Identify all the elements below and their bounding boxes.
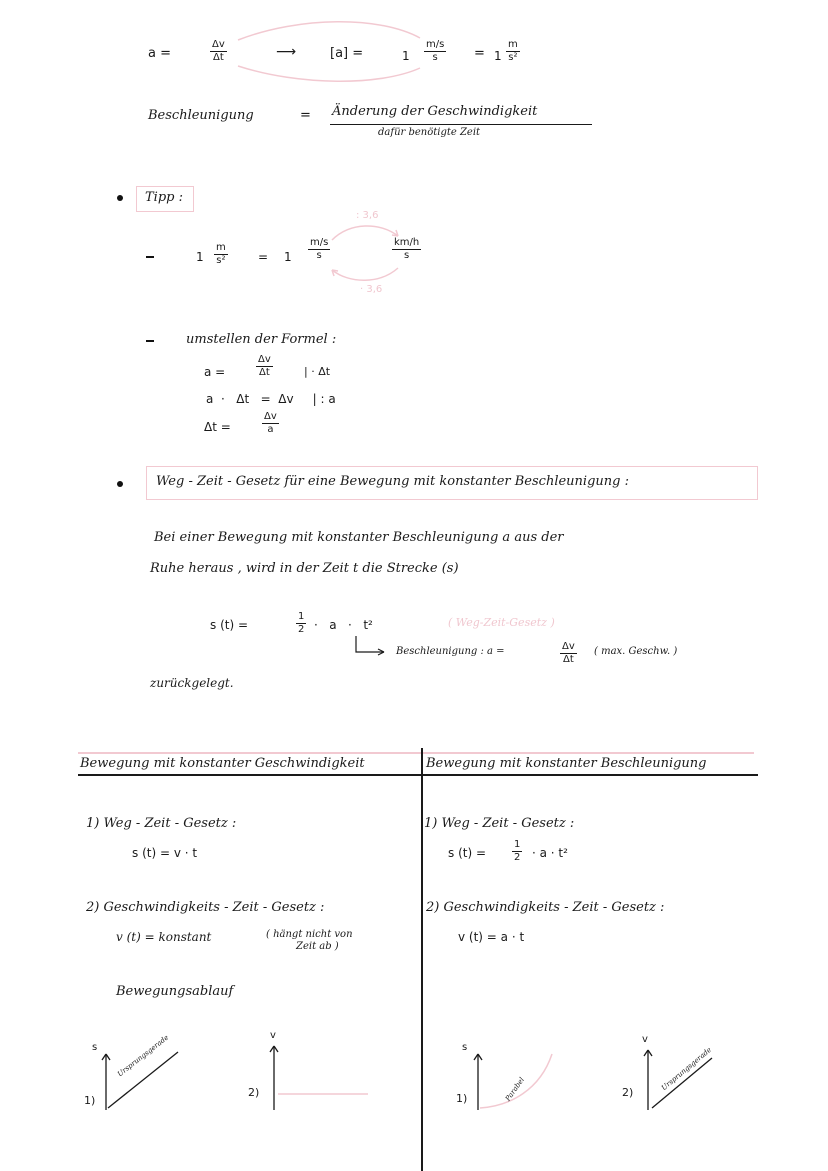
weg-zeit-para2: Ruhe heraus , wird in der Zeit t die Strecke (s) (150, 561, 459, 576)
formula-rhs: · a · t² (314, 618, 373, 632)
tipp-frac1-den: s² (216, 255, 226, 266)
right-item1-title: 1) Weg - Zeit - Gesetz : (424, 816, 575, 831)
top-arrow: ⟶ (276, 44, 297, 60)
unit-one: 1 (402, 49, 410, 63)
umstellen-line3-lhs: Δt = (204, 420, 231, 434)
umstellen-line1-num: Δv (258, 354, 271, 365)
left-graph1-axis: s (92, 1042, 98, 1053)
unit2-frac-den: s² (508, 52, 518, 63)
tipp-frac1-num: m (216, 242, 226, 253)
tipp-frac2-den: s (316, 250, 322, 261)
right-item2-title: 2) Geschwindigkeits - Zeit - Gesetz : (426, 900, 665, 915)
right-item1-den: 2 (514, 852, 521, 863)
right-graph2-axis: v (642, 1034, 648, 1045)
umstellen-heading: umstellen der Formel : (186, 332, 337, 347)
unit-expr: [a] = (330, 46, 364, 61)
left-graph1-curve-label: Ursprungsgerade (116, 1033, 171, 1079)
right-item2-formula: v (t) = a · t (458, 930, 525, 944)
tipp-frac3-num: km/h (394, 237, 420, 248)
left-item2-note-a: ( hängt nicht von (266, 929, 353, 940)
right-graph1-num: 1) (456, 1092, 468, 1105)
unit2-frac-num: m (508, 39, 518, 50)
definition-denominator: dafür benötigte Zeit (378, 127, 481, 138)
tipp-frac3-den: s (404, 250, 410, 261)
left-item1-title: 1) Weg - Zeit - Gesetz : (86, 816, 237, 831)
left-item1-formula: s (t) = v · t (132, 846, 198, 860)
formula-lhs: s (t) = (210, 618, 249, 632)
umstellen-line1-den: Δt (259, 367, 270, 378)
left-ablauf: Bewegungsablauf (116, 984, 234, 999)
equals-two: = (474, 46, 485, 61)
tipp-frac2-num: m/s (310, 237, 329, 248)
left-graph2-num: 2) (248, 1086, 260, 1099)
left-graph1-num: 1) (84, 1094, 96, 1107)
right-graph1-curve-label: Parabel (504, 1075, 527, 1103)
left-item2-formula: v (t) = konstant (116, 930, 212, 944)
right-graph1-axis: s (462, 1042, 468, 1053)
weg-zeit-para1: Bei einer Bewegung mit konstanter Beschleunigung a aus der (154, 530, 564, 545)
weg-zeit-title: Weg - Zeit - Gesetz für eine Bewegung mit konstanter Beschleunigung : (156, 474, 629, 489)
definition-term: Beschleunigung (148, 108, 254, 123)
tipp-arrow-top-label: : 3,6 (356, 210, 379, 221)
umstellen-line3-den: a (267, 424, 274, 435)
weg-zeit-closing: zurückgelegt. (150, 676, 234, 690)
right-graph2-curve-label: Ursprungsgerade (660, 1045, 714, 1093)
formula-frac-num: 1 (298, 611, 305, 622)
umstellen-line2: a · Δt = Δv | : a (206, 392, 336, 406)
tipp-one-right: 1 (284, 250, 292, 264)
right-item1-num: 1 (514, 839, 521, 850)
formula-frac-den: 2 (298, 624, 305, 635)
unit-frac-den: s (432, 52, 438, 63)
top-frac-den: Δt (213, 52, 224, 63)
tipp-one-left: 1 (196, 250, 204, 264)
arrow-note-label: Beschleunigung : a = (396, 646, 505, 657)
umstellen-line3-num: Δv (264, 411, 277, 422)
definition-equals: = (300, 108, 311, 123)
tipp-equals: = (258, 250, 269, 264)
a-lhs: a = (148, 46, 171, 61)
unit-frac-num: m/s (426, 39, 445, 50)
left-item2-title: 2) Geschwindigkeits - Zeit - Gesetz : (86, 900, 325, 915)
top-frac-num: Δv (212, 39, 225, 50)
tipp-label: Tipp : (145, 190, 183, 205)
unit2-one: 1 (494, 49, 502, 63)
table-right-header: Bewegung mit konstanter Beschleunigung (426, 756, 707, 771)
table-left-header: Bewegung mit konstanter Geschwindigkeit (80, 756, 365, 771)
formula-note: ( Weg-Zeit-Gesetz ) (448, 616, 555, 629)
definition-numerator: Änderung der Geschwindigkeit (332, 104, 538, 119)
umstellen-line1-op: | · Δt (304, 365, 331, 378)
right-item1-lhs: s (t) = (448, 846, 487, 860)
tipp-arrow-bottom-label: · 3,6 (360, 284, 383, 295)
left-item2-note-b: Zeit ab ) (296, 941, 339, 952)
arrow-note-den: Δt (563, 654, 574, 665)
right-item1-rhs: · a · t² (532, 846, 568, 860)
left-graph2-axis: v (270, 1030, 276, 1041)
arrow-note-tail: ( max. Geschw. ) (594, 646, 678, 657)
umstellen-line1-lhs: a = (204, 365, 226, 379)
arrow-note-num: Δv (562, 641, 575, 652)
right-graph2-num: 2) (622, 1086, 634, 1099)
